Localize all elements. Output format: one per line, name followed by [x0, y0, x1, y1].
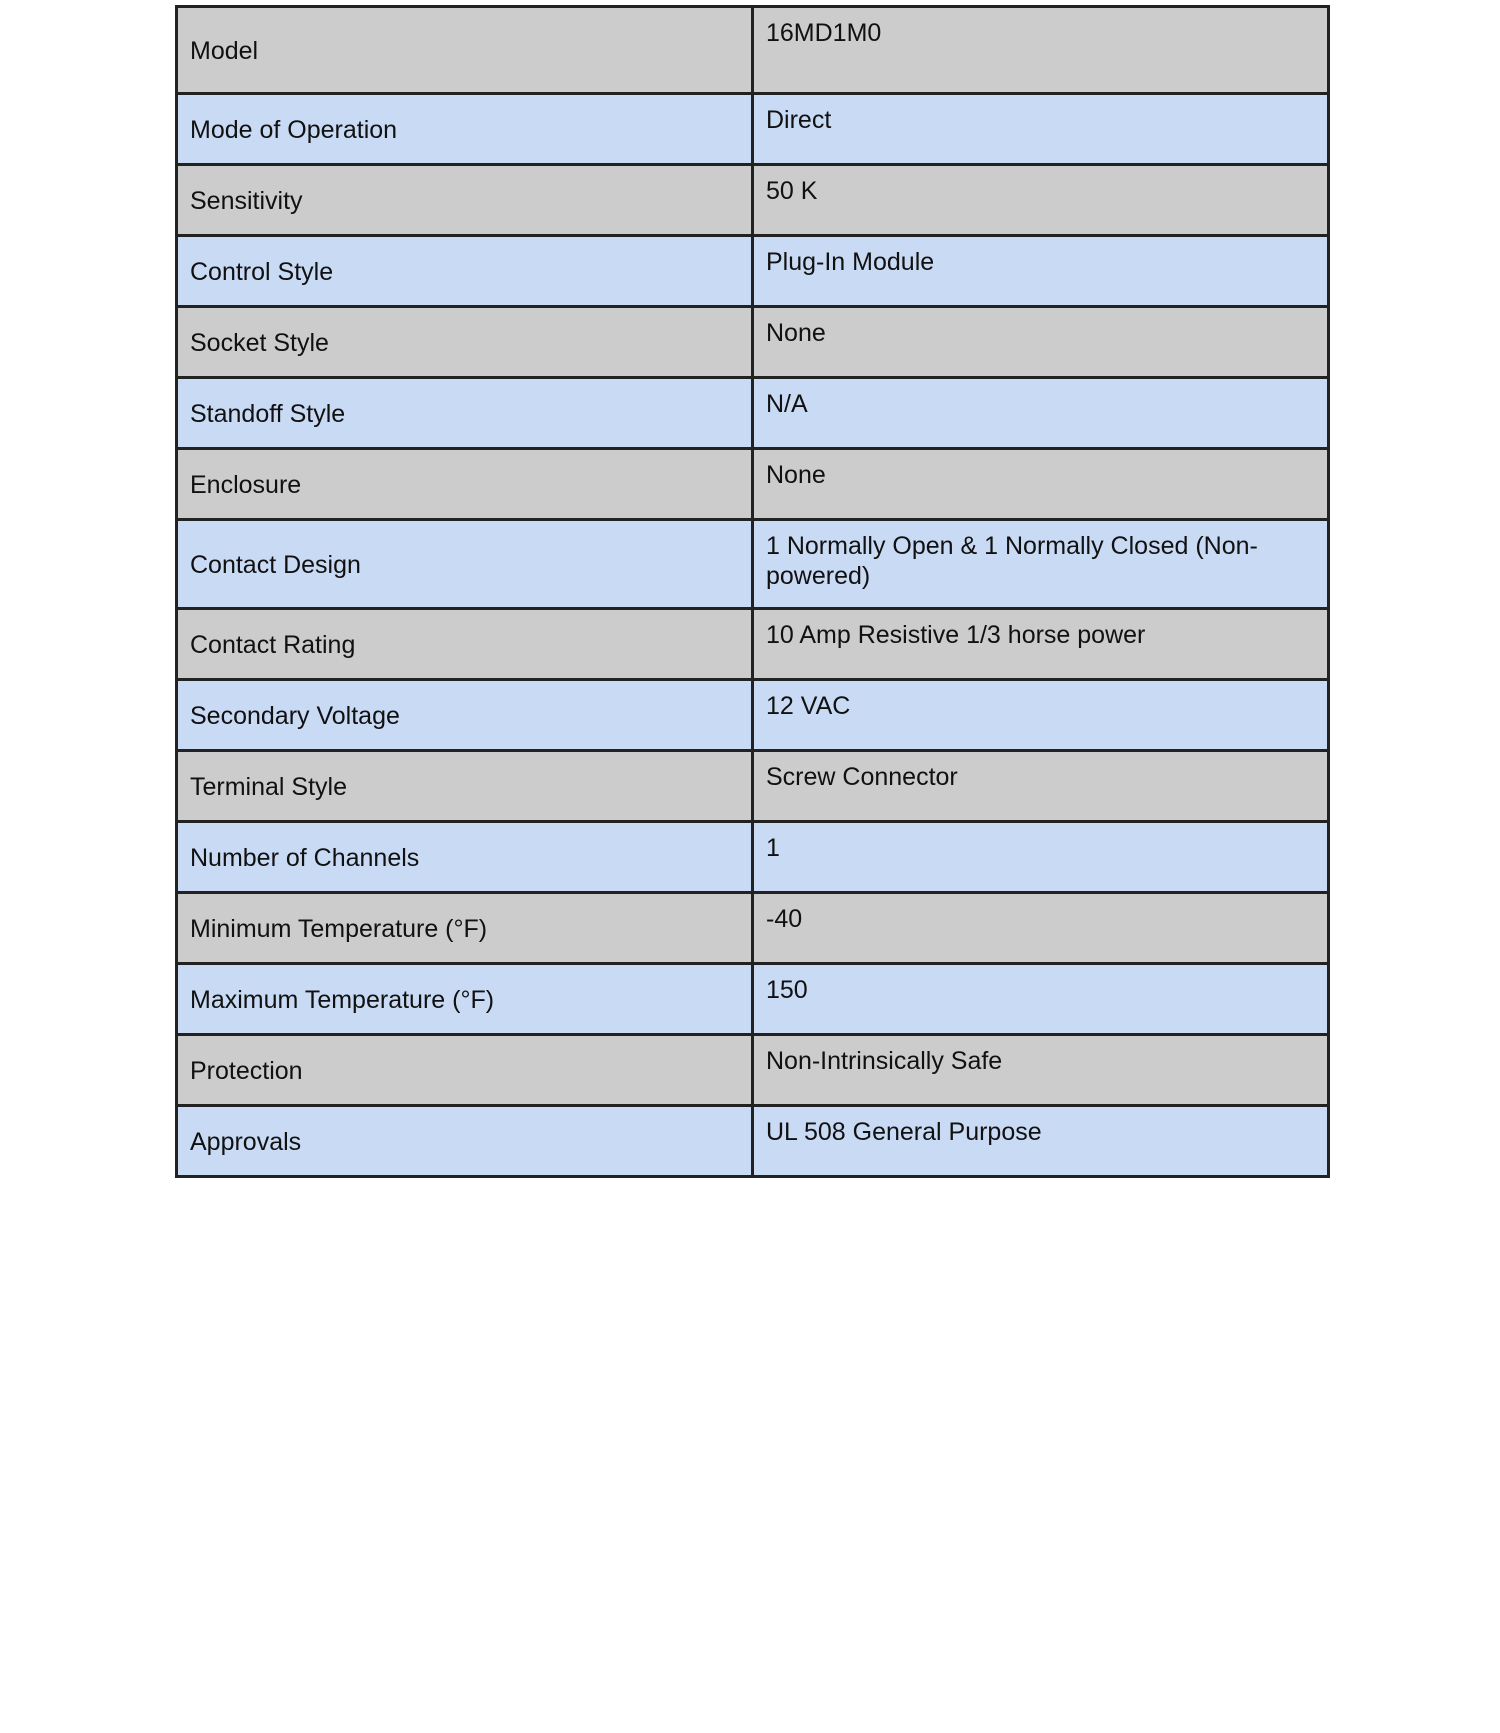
- spec-value: N/A: [753, 378, 1329, 449]
- spec-row-protection: [177, 1035, 1329, 1106]
- spec-label: Sensitivity: [177, 165, 753, 236]
- spec-label: Mode of Operation: [177, 94, 753, 165]
- spec-row-mode-of-operation: [177, 94, 1329, 165]
- spec-value: None: [753, 449, 1329, 520]
- spec-row-enclosure: [177, 449, 1329, 520]
- spec-value: 16MD1M0: [753, 7, 1329, 94]
- spec-value: Direct: [753, 94, 1329, 165]
- spec-label: Protection: [177, 1035, 753, 1106]
- specifications-table: [175, 5, 1330, 1178]
- spec-row-terminal-style: [177, 751, 1329, 822]
- spec-label: Number of Channels: [177, 822, 753, 893]
- spec-row-model: [177, 7, 1329, 94]
- spec-row-number-of-channels: [177, 822, 1329, 893]
- spec-label: Enclosure: [177, 449, 753, 520]
- spec-label: Maximum Temperature (°F): [177, 964, 753, 1035]
- spec-row-sensitivity: [177, 165, 1329, 236]
- spec-value: Plug-In Module: [753, 236, 1329, 307]
- spec-label: Terminal Style: [177, 751, 753, 822]
- spec-value: 150: [753, 964, 1329, 1035]
- spec-value: 10 Amp Resistive 1/3 horse power: [753, 609, 1329, 680]
- spec-value: UL 508 General Purpose: [753, 1106, 1329, 1177]
- spec-label: Minimum Temperature (°F): [177, 893, 753, 964]
- spec-row-socket-style: [177, 307, 1329, 378]
- spec-value: 1 Normally Open & 1 Normally Closed (Non-powered): [753, 520, 1329, 609]
- spec-label: Socket Style: [177, 307, 753, 378]
- spec-row-maximum-temperature: [177, 964, 1329, 1035]
- spec-row-approvals: [177, 1106, 1329, 1177]
- spec-label: Contact Rating: [177, 609, 753, 680]
- spec-row-minimum-temperature: [177, 893, 1329, 964]
- spec-value: Non-Intrinsically Safe: [753, 1035, 1329, 1106]
- spec-label: Contact Design: [177, 520, 753, 609]
- spec-label: Approvals: [177, 1106, 753, 1177]
- spec-label: Secondary Voltage: [177, 680, 753, 751]
- spec-value: -40: [753, 893, 1329, 964]
- spec-label: Model: [177, 7, 753, 94]
- spec-row-contact-design: [177, 520, 1329, 609]
- spec-row-standoff-style: [177, 378, 1329, 449]
- spec-value: 12 VAC: [753, 680, 1329, 751]
- spec-row-secondary-voltage: [177, 680, 1329, 751]
- spec-value: 1: [753, 822, 1329, 893]
- spec-value: 50 K: [753, 165, 1329, 236]
- spec-label: Standoff Style: [177, 378, 753, 449]
- spec-row-control-style: [177, 236, 1329, 307]
- specifications-table-body: [177, 7, 1329, 1177]
- spec-row-contact-rating: [177, 609, 1329, 680]
- spec-label: Control Style: [177, 236, 753, 307]
- spec-value: Screw Connector: [753, 751, 1329, 822]
- spec-value: None: [753, 307, 1329, 378]
